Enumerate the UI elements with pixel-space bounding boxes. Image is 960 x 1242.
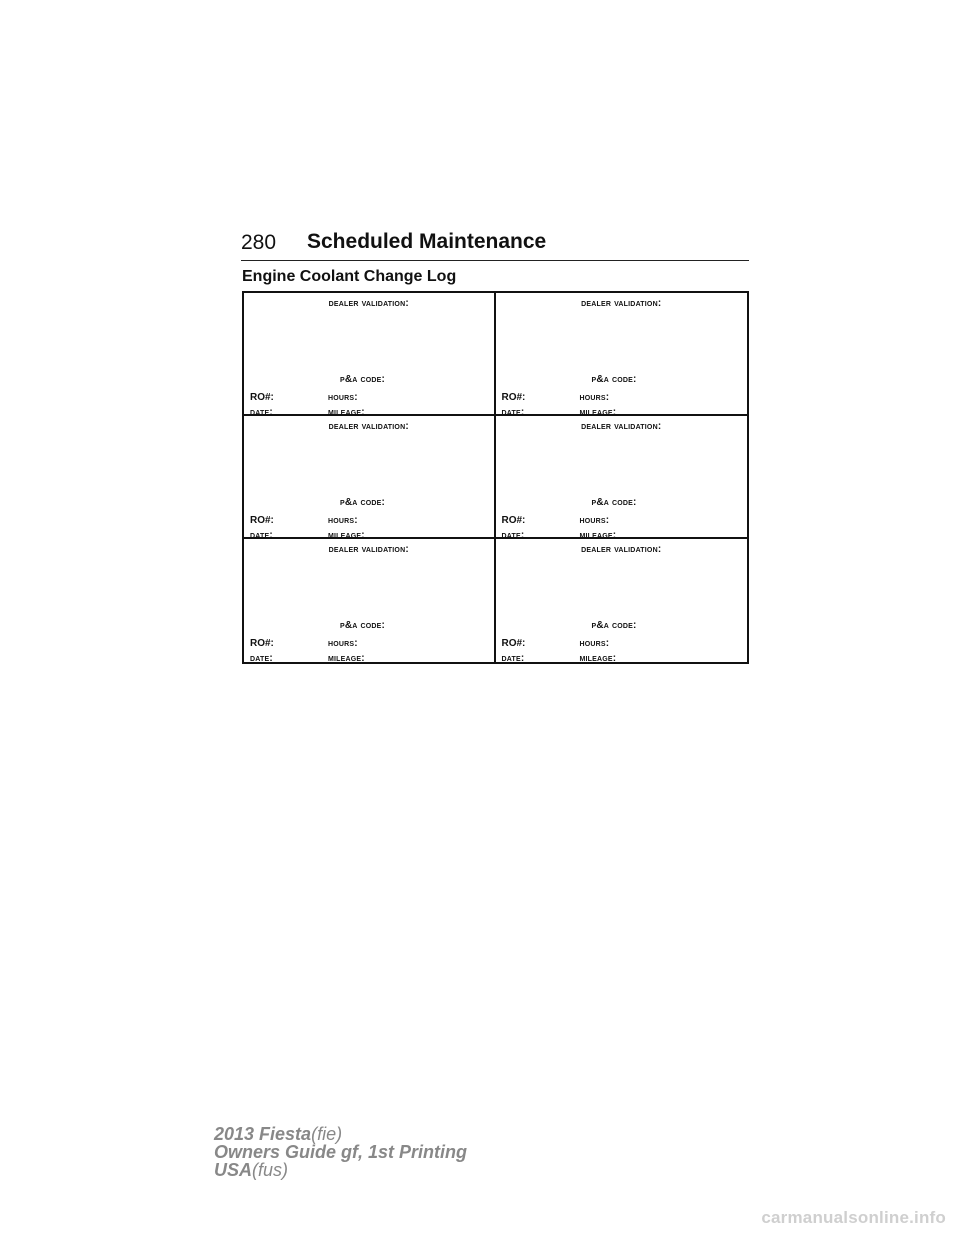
- mileage-label: mileage:: [579, 530, 617, 541]
- dealer-validation-label: dealer validation:: [328, 421, 409, 432]
- mileage-label: mileage:: [328, 653, 365, 664]
- hours-label: hours:: [579, 515, 610, 526]
- coolant-change-log-table: [242, 291, 749, 664]
- log-entry-cell: [496, 416, 748, 539]
- log-entry-cell: [496, 293, 748, 416]
- dealer-validation-label: dealer validation:: [328, 544, 409, 555]
- section-title: Scheduled Maintenance: [307, 230, 547, 253]
- dealer-validation-label: dealer validation:: [581, 421, 662, 432]
- date-label: date:: [501, 530, 525, 541]
- ro-number-label: RO#:: [250, 638, 274, 649]
- ro-number-label: RO#:: [250, 515, 274, 526]
- ro-number-label: RO#:: [250, 392, 274, 403]
- dealer-validation-label: dealer validation:: [581, 298, 662, 309]
- footer-model-code: (fie): [311, 1124, 343, 1144]
- page-number: 280: [241, 231, 277, 254]
- date-label: date:: [250, 530, 273, 541]
- mileage-label: mileage:: [328, 530, 365, 541]
- log-entry-cell: [244, 293, 496, 416]
- date-label: date:: [501, 407, 525, 418]
- date-label: date:: [501, 653, 525, 664]
- mileage-label: mileage:: [579, 653, 617, 664]
- footer-line-market: [214, 1161, 467, 1179]
- footer-line-guide: Owners Guide gf, 1st Printing: [214, 1142, 468, 1162]
- dealer-validation-label: dealer validation:: [581, 544, 662, 555]
- pa-code-label: p&a code:: [591, 497, 637, 508]
- footer-line-model: [214, 1125, 467, 1143]
- page-header: [241, 228, 749, 261]
- footer-model: 2013 Fiesta: [214, 1124, 312, 1144]
- hours-label: hours:: [579, 392, 610, 403]
- mileage-label: mileage:: [579, 407, 617, 418]
- pa-code-label: p&a code:: [591, 620, 637, 631]
- pa-code-label: p&a code:: [591, 374, 637, 385]
- document-footer: [214, 1125, 467, 1179]
- footer-market-code: (fus): [252, 1160, 289, 1180]
- date-label: date:: [250, 407, 273, 418]
- watermark: carmanualsonline.info: [761, 1208, 946, 1227]
- hours-label: hours:: [328, 638, 358, 649]
- mileage-label: mileage:: [328, 407, 365, 418]
- hours-label: hours:: [579, 638, 610, 649]
- log-entry-cell: [496, 539, 748, 662]
- dealer-validation-label: dealer validation:: [328, 298, 409, 309]
- log-entry-cell: [244, 416, 496, 539]
- pa-code-label: p&a code:: [340, 374, 386, 385]
- hours-label: hours:: [328, 392, 358, 403]
- pa-code-label: p&a code:: [340, 620, 386, 631]
- date-label: date:: [250, 653, 273, 664]
- hours-label: hours:: [328, 515, 358, 526]
- ro-number-label: RO#:: [501, 638, 526, 649]
- log-title: Engine Coolant Change Log: [242, 268, 457, 285]
- ro-number-label: RO#:: [501, 392, 526, 403]
- footer-market: USA: [214, 1160, 253, 1180]
- log-entry-cell: [244, 539, 496, 662]
- ro-number-label: RO#:: [501, 515, 526, 526]
- pa-code-label: p&a code:: [340, 497, 386, 508]
